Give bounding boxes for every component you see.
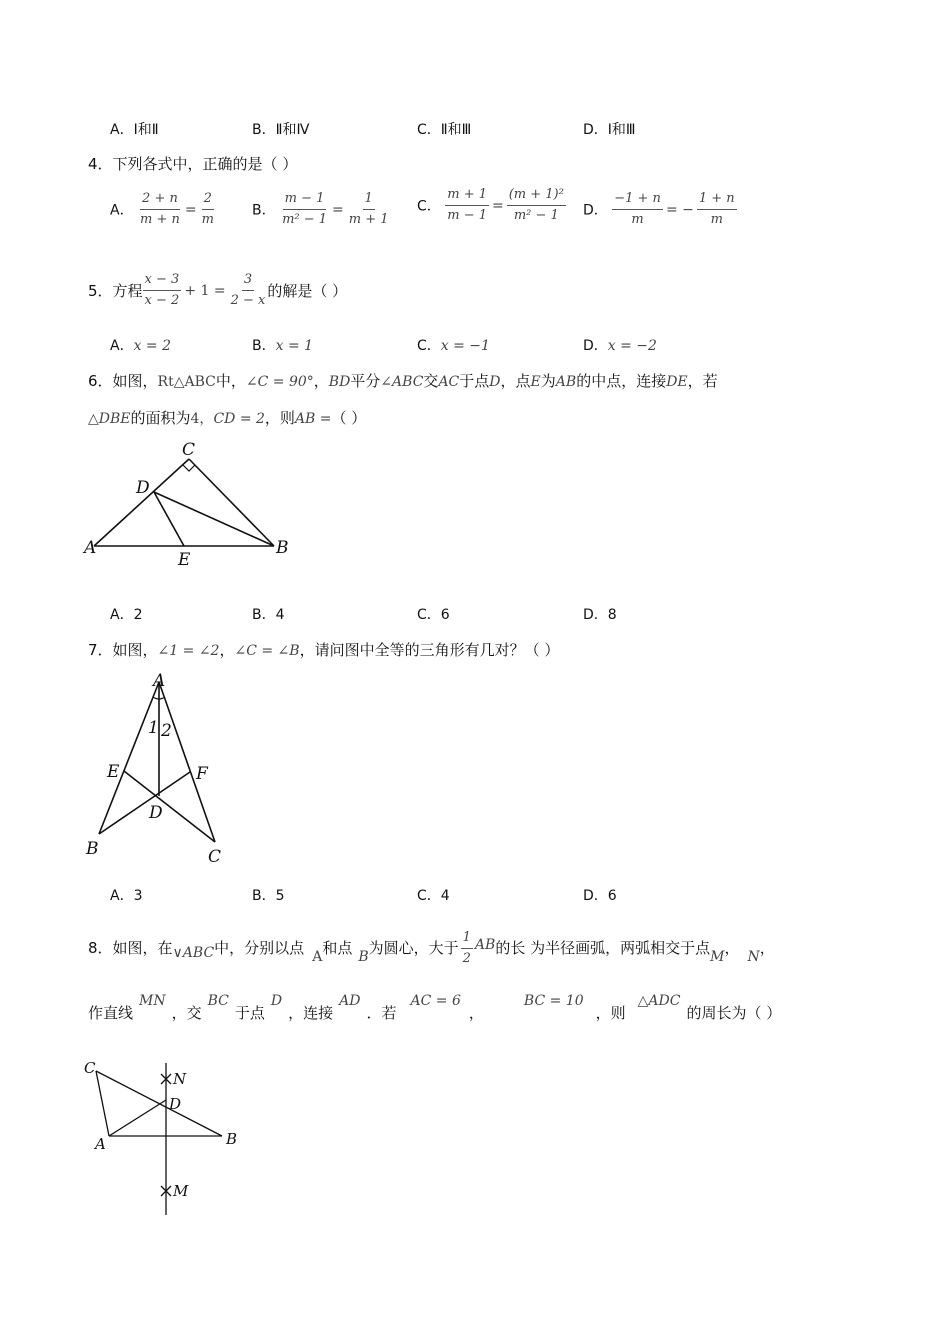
q7-option-a[interactable]: A．3 [110, 888, 143, 904]
q7-label-a: A [153, 671, 166, 691]
q7-option-c[interactable]: C．4 [417, 888, 450, 904]
q6-label-b: B [276, 538, 289, 558]
q5-stem: 5．方程 $\frac{x - 3}{x - 2}$ + 1 = $\frac{3}{2 - x}$ 的解是（ ） [88, 272, 348, 308]
q5-option-d[interactable]: D．x = −2 [583, 338, 657, 354]
q6-option-c[interactable]: C．6 [417, 607, 450, 623]
q4-option-d[interactable]: D． $\frac{-1 + n}{m}$ = − $\frac{1 + n}{m}$ [583, 191, 735, 227]
q8-label-n: N [173, 1070, 187, 1088]
q6-label-e: E [178, 550, 191, 570]
q6-segment-bd [154, 492, 274, 546]
q5-option-b[interactable]: B．x = 1 [252, 338, 314, 354]
q6-segment-ac [94, 459, 189, 546]
q6-option-d[interactable]: D．8 [583, 607, 617, 623]
q7-option-d[interactable]: D．6 [583, 888, 617, 904]
q6-label-a: A [84, 538, 97, 558]
q3-option-c[interactable]: C．Ⅱ和Ⅲ [417, 122, 472, 138]
q7-label-2: 2 [161, 721, 172, 741]
q7-label-d: D [149, 803, 163, 823]
q8-segment-ca [96, 1071, 109, 1136]
q6-segment-de [154, 492, 184, 546]
q4-stem: 4．下列各式中，正确的是（ ） [88, 155, 298, 173]
q6-triangle-figure [80, 435, 310, 575]
q8-stem-line1: 8．如图，在∨ABC中，分别以点 A和点 B为圆心，大于 $\frac{1}{2}$ AB的长 为半径画弧，两弧相交于点M， N， [88, 930, 775, 966]
q6-option-a[interactable]: A．2 [110, 607, 143, 623]
q8-label-a: A [95, 1135, 106, 1153]
q6-label-c: C [182, 440, 196, 460]
q6-right-angle-mark [183, 465, 195, 471]
q7-label-e: E [107, 762, 120, 782]
q6-stem-line1: 6．如图，Rt△ABC中，∠C = 90°，BD平分∠ABC交AC于点D，点E为AB的中点，连接DE，若 [88, 372, 718, 390]
q7-label-b: B [86, 839, 99, 859]
q8-figure [80, 1055, 260, 1225]
q7-label-f: F [196, 764, 208, 784]
q6-segment-cb [189, 459, 274, 546]
q7-option-b[interactable]: B．5 [252, 888, 285, 904]
q8-label-d: D [169, 1095, 182, 1113]
q7-segment-ac [159, 682, 215, 842]
q5-option-a[interactable]: A．x = 2 [110, 338, 172, 354]
q8-label-m: M [173, 1182, 189, 1200]
q5-option-c[interactable]: C．x = −1 [417, 338, 490, 354]
q8-label-c: C [84, 1059, 96, 1077]
q7-stem: 7．如图，∠1 = ∠2，∠C = ∠B，请问图中全等的三角形有几对？（ ） [88, 641, 560, 659]
q3-option-a[interactable]: A．Ⅰ和Ⅱ [110, 122, 159, 138]
q8-stem-line2: 作直线MN，交BC于点D，连接AD．若AC = 6，BC = 10，则△ADC的周长为（ ） [88, 993, 782, 1022]
q6-option-b[interactable]: B．4 [252, 607, 285, 623]
q7-figure [80, 668, 240, 873]
q4-option-a[interactable]: A． $\frac{2 + n}{m + n}$ = $\frac{2}{m}$ [110, 191, 214, 227]
q3-option-b[interactable]: B．Ⅱ和Ⅳ [252, 122, 310, 138]
q8-label-b: B [226, 1130, 238, 1148]
q4-option-c[interactable]: C． $\frac{m + 1}{m - 1}$ = $\frac{\text{(m + 1)²}}{\text{m² − 1}}$ [417, 187, 564, 223]
q3-option-d[interactable]: D．Ⅰ和Ⅲ [583, 122, 636, 138]
q8-segment-ad [109, 1100, 166, 1136]
q4-option-b[interactable]: B． $\frac{m - 1}{\text{m² − 1}}$ = $\frac{1}{m + 1}$ [252, 191, 389, 227]
q6-label-d: D [136, 478, 150, 498]
q7-label-c: C [208, 847, 222, 867]
q8-segment-cb [96, 1071, 222, 1136]
q6-stem-line2: △DBE的面积为4，CD = 2，则AB =（ ） [88, 409, 367, 427]
q7-label-1: 1 [148, 718, 159, 738]
